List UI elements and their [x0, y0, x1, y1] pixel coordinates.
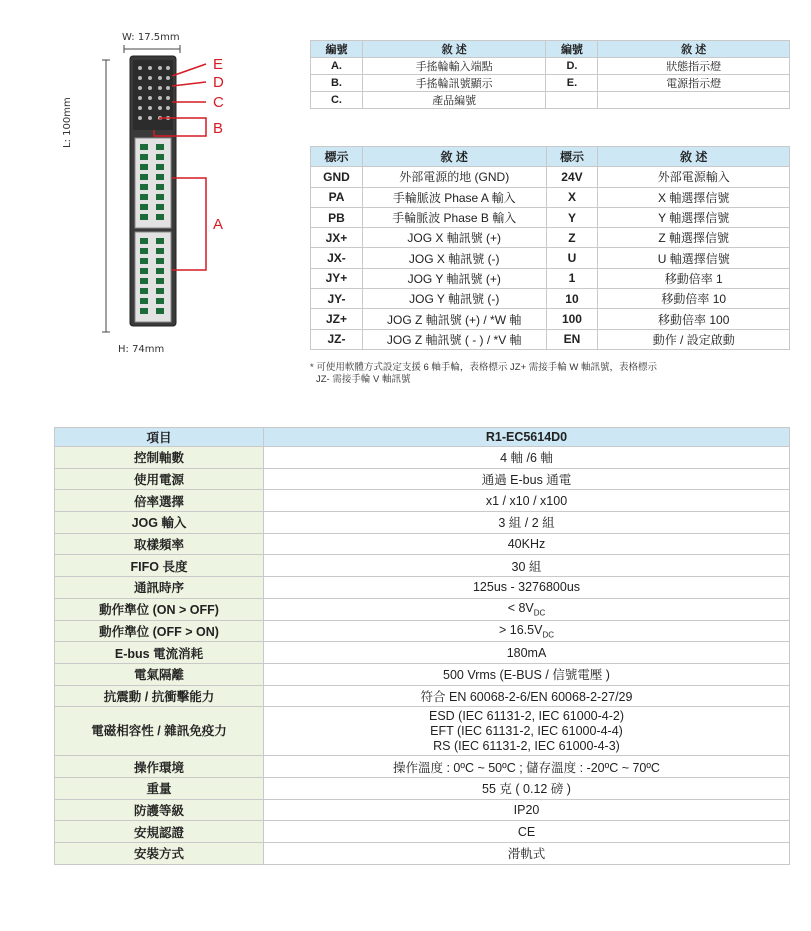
spec-item-label: 使用電源 [55, 468, 264, 490]
table-row [55, 685, 790, 707]
spec-value-text: > 16.5V [498, 622, 543, 637]
table-row [311, 228, 790, 248]
table-row [311, 75, 790, 92]
table-row [55, 642, 790, 664]
spec-value-text: 通過 E-bus 通電 [481, 473, 572, 488]
spec-value-line: ESD (IEC 61131-2, IEC 61000-4-2) [428, 708, 624, 723]
table-cell: JOG Z 軸訊號 ( - ) / *V 軸 [362, 329, 546, 349]
table-cell: JZ- [311, 329, 363, 349]
column-header: 標示 [546, 147, 598, 167]
table-cell: 移動倍率 10 [598, 289, 790, 309]
table-cell: JY+ [311, 268, 363, 288]
spec-item-label: 倍率選擇 [55, 490, 264, 512]
table-cell: JOG X 軸訊號 (-) [362, 248, 546, 268]
column-header: R1-EC5614D0 [264, 428, 790, 447]
table-row [55, 663, 790, 685]
spec-item-value [264, 447, 790, 469]
spec-item-label: 防護等級 [55, 799, 264, 821]
table-cell: JOG Y 軸訊號 (+) [362, 268, 546, 288]
spec-value-text: x1 / x10 / x100 [485, 493, 568, 508]
table-cell: C. [311, 92, 363, 109]
table-row [55, 821, 790, 843]
callout-a: A [213, 216, 224, 233]
height-dimension-label: H: 74mm [118, 344, 165, 355]
table-header-row [311, 147, 790, 167]
table-row [311, 207, 790, 227]
column-header: 編號 [311, 41, 363, 58]
callout-d: D [213, 74, 224, 91]
spec-value-text: 3 組 / 2 組 [498, 516, 555, 531]
table-cell: JOG Z 軸訊號 (+) / *W 軸 [362, 309, 546, 329]
table-cell: Z [546, 228, 598, 248]
spec-item-value [264, 777, 790, 799]
table-cell: 100 [546, 309, 598, 329]
table-cell: 動作 / 設定啟動 [598, 329, 790, 349]
spec-item-value [264, 468, 790, 490]
spec-item-label: 電磁相容性 / 雜訊免疫力 [55, 707, 264, 756]
spec-value-text: 滑軌式 [507, 847, 546, 862]
spec-item-value [264, 821, 790, 843]
column-header: 敘 述 [598, 147, 790, 167]
table-cell: U 軸選擇信號 [598, 248, 790, 268]
table-cell: JOG Y 軸訊號 (-) [362, 289, 546, 309]
table-row [55, 620, 790, 642]
table-cell [546, 92, 598, 109]
table-cell: X [546, 187, 598, 207]
spec-item-value [264, 707, 790, 756]
pin-table-footnote [310, 362, 790, 386]
spec-value-text: CE [517, 824, 536, 839]
spec-value-text: < 8V [507, 600, 534, 615]
table-row [311, 167, 790, 187]
spec-item-label: 安裝方式 [55, 843, 264, 865]
table-cell: 移動倍率 1 [598, 268, 790, 288]
table-cell: Y [546, 207, 598, 227]
spec-value-line: RS (IEC 61131-2, IEC 61000-4-3) [433, 738, 620, 753]
width-dimension-label: W: 17.5mm [122, 32, 180, 43]
table-row [311, 289, 790, 309]
table-cell: JOG X 軸訊號 (+) [362, 228, 546, 248]
spec-value-text: 55 克 ( 0.12 磅 ) [482, 782, 571, 797]
column-header: 敘 述 [362, 41, 546, 58]
spec-item-label: 動作準位 (ON > OFF) [55, 598, 264, 620]
spec-item-value [264, 533, 790, 555]
table-row [55, 447, 790, 469]
spec-value-text: 125us - 3276800us [472, 580, 581, 595]
table-header-row [55, 428, 790, 447]
column-header: 敘 述 [362, 147, 546, 167]
callout-b: B [213, 120, 224, 137]
table-row [55, 598, 790, 620]
spec-item-label: 安規認證 [55, 821, 264, 843]
voltage-subscript: DC [542, 630, 554, 640]
table-row [311, 58, 790, 75]
spec-item-label: 動作準位 (OFF > ON) [55, 620, 264, 642]
table-row [55, 555, 790, 577]
spec-item-value [264, 685, 790, 707]
table-cell: 手搖輪輸入端點 [362, 58, 546, 75]
table-row [311, 248, 790, 268]
spec-item-value [264, 577, 790, 599]
table-cell: JY- [311, 289, 363, 309]
table-row [55, 512, 790, 534]
spec-item-value [264, 843, 790, 865]
table-cell: 外部電源的地 (GND) [362, 167, 546, 187]
table-cell: D. [546, 58, 598, 75]
spec-item-value [264, 555, 790, 577]
footnote-line: * 可使用軟體方式設定支援 6 軸手輪，表格標示 JZ+ 需接手輪 W 軸訊號，表格標示 [310, 362, 658, 373]
table-row [311, 329, 790, 349]
table-cell: EN [546, 329, 598, 349]
table-cell: 手搖輪訊號顯示 [362, 75, 546, 92]
length-dimension-label: L: 100mm [62, 97, 73, 148]
table-cell: 手輪脈波 Phase B 輸入 [362, 207, 546, 227]
table-cell: 外部電源輸入 [598, 167, 790, 187]
spec-item-label: JOG 輸入 [55, 512, 264, 534]
table-row [55, 843, 790, 865]
table-row [311, 92, 790, 109]
column-header: 標示 [311, 147, 363, 167]
table-cell: Y 軸選擇信號 [598, 207, 790, 227]
table-cell: JZ+ [311, 309, 363, 329]
pin-definition-table [310, 146, 790, 350]
spec-item-value [264, 620, 790, 642]
spec-item-value [264, 663, 790, 685]
table-cell: PB [311, 207, 363, 227]
callout-c: C [213, 94, 224, 111]
spec-item-value [264, 756, 790, 778]
column-header: 項目 [55, 428, 264, 447]
table-cell: 狀態指示燈 [598, 58, 790, 75]
table-row [55, 707, 790, 756]
table-cell: GND [311, 167, 363, 187]
table-header-row [311, 41, 790, 58]
table-cell: E. [546, 75, 598, 92]
table-cell: Z 軸選擇信號 [598, 228, 790, 248]
callout-e: E [213, 56, 224, 73]
table-row [311, 187, 790, 207]
table-row [55, 533, 790, 555]
spec-value-text: IP20 [513, 802, 540, 817]
spec-item-value [264, 642, 790, 664]
spec-value-line: EFT (IEC 61131-2, IEC 61000-4-4) [430, 723, 623, 738]
component-code-table [310, 40, 790, 109]
table-row [311, 309, 790, 329]
spec-value-text: 180mA [506, 645, 547, 660]
column-header: 編號 [546, 41, 598, 58]
spec-item-label: 重量 [55, 777, 264, 799]
table-row [55, 756, 790, 778]
spec-item-value [264, 799, 790, 821]
spec-item-label: 抗震動 / 抗衝擊能力 [55, 685, 264, 707]
table-row [55, 577, 790, 599]
spec-item-label: 控制軸數 [55, 447, 264, 469]
table-cell: 1 [546, 268, 598, 288]
table-cell: B. [311, 75, 363, 92]
spec-item-value [264, 598, 790, 620]
spec-value-text: 符合 EN 60068-2-6/EN 60068-2-27/29 [420, 689, 633, 704]
spec-item-label: 電氣隔離 [55, 663, 264, 685]
spec-value-text: 4 軸 /6 軸 [500, 451, 553, 466]
table-cell: 手輪脈波 Phase A 輸入 [362, 187, 546, 207]
table-cell: JX- [311, 248, 363, 268]
specification-table [54, 427, 790, 865]
spec-value-text: 500 Vrms (E-BUS / 信號電壓 ) [443, 668, 610, 683]
table-row [55, 799, 790, 821]
table-cell: PA [311, 187, 363, 207]
spec-value-text: 30 組 [511, 559, 542, 574]
spec-value-text: 40KHz [507, 537, 546, 552]
table-cell: X 軸選擇信號 [598, 187, 790, 207]
table-cell: 24V [546, 167, 598, 187]
spec-item-label: 操作環境 [55, 756, 264, 778]
spec-item-value [264, 512, 790, 534]
device-drawing [62, 20, 300, 360]
spec-item-label: 取樣頻率 [55, 533, 264, 555]
device-illustration [80, 20, 300, 360]
table-cell: JX+ [311, 228, 363, 248]
table-row [311, 268, 790, 288]
table-cell: 移動倍率 100 [598, 309, 790, 329]
table-row [55, 468, 790, 490]
footnote-line: JZ- 需接手輪 V 軸訊號 [316, 374, 411, 385]
spec-item-value [264, 490, 790, 512]
table-cell: U [546, 248, 598, 268]
table-cell: A. [311, 58, 363, 75]
table-cell: 產品編號 [362, 92, 546, 109]
column-header: 敘 述 [598, 41, 790, 58]
spec-item-label: E-bus 電流消耗 [55, 642, 264, 664]
spec-item-label: 通訊時序 [55, 577, 264, 599]
table-row [55, 490, 790, 512]
table-cell: 10 [546, 289, 598, 309]
table-row [55, 777, 790, 799]
voltage-subscript: DC [533, 608, 546, 618]
table-cell: 電源指示燈 [598, 75, 790, 92]
spec-item-label: FIFO 長度 [55, 555, 264, 577]
spec-value-text: 操作溫度 : 0ºC ~ 50ºC ; 儲存溫度 : -20ºC ~ 70ºC [393, 760, 660, 775]
table-cell [598, 92, 790, 109]
